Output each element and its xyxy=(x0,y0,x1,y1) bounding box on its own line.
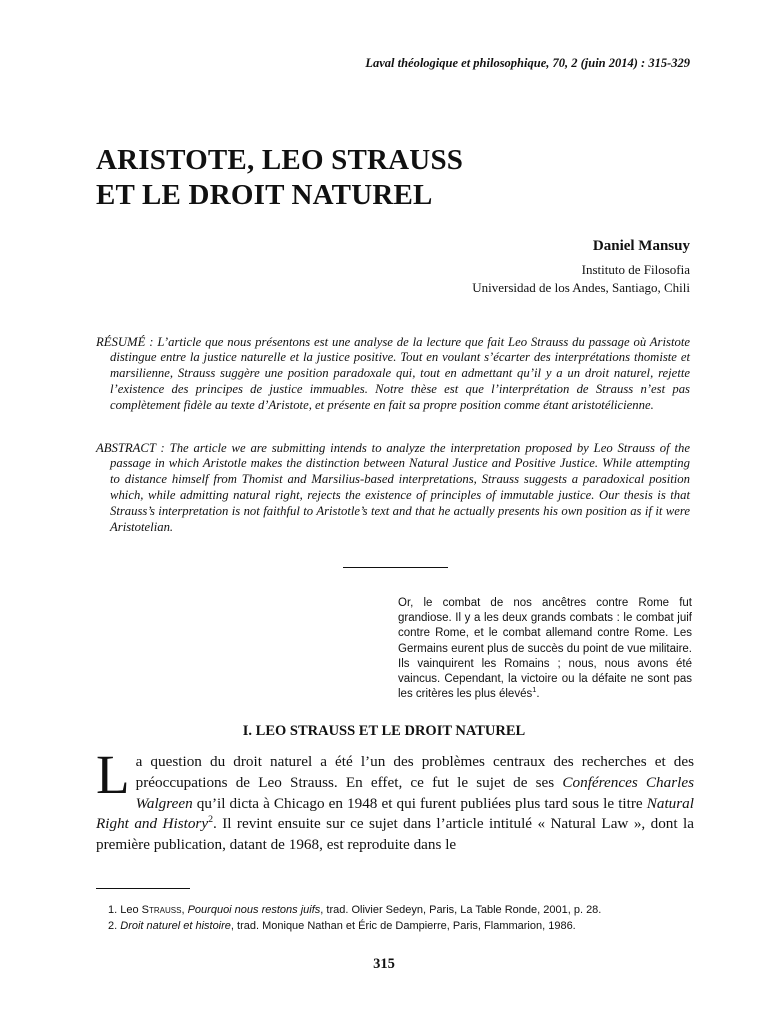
title-line-2: ET LE DROIT NATUREL xyxy=(96,179,433,211)
epigraph: Or, le combat de nos ancêtres contre Rome fut grandiose. Il y a les deux grands combats : le combat juif contre Rome, et le combat allemand contre Rome. Les Germains eurent plus de succès du point de vue militaire. Ils vainquirent les Romains ; nous, nous avons été vaincus. Cependant, la victoire ou la défaite ne sont pas les critères les plus élevés$^1$. xyxy=(398,597,692,701)
footnote-rule xyxy=(96,888,190,889)
footnote-1-rest: , trad. Olivier Sedeyn, Paris, La Table Ronde, 2001, p. 28. xyxy=(320,904,602,916)
drop-cap: L xyxy=(96,744,130,805)
footnote-ref-1[interactable]: 1 xyxy=(532,685,537,695)
body-text-1: a question du droit naturel a été l’un des problèmes centraux des recherches et des préoccupations de Leo Strauss. En effet, ce fut le sujet de ses xyxy=(135,753,694,791)
footnote-1-author-last: Strauss xyxy=(141,904,182,916)
footnote-1-author-first: Leo xyxy=(120,904,139,916)
footnote-ref-2[interactable]: 2 xyxy=(208,814,214,826)
separator-rule xyxy=(343,567,448,568)
abstract-label: ABSTRACT : xyxy=(96,440,165,455)
affiliation-line-1: Instituto de Filosofia xyxy=(581,262,690,277)
affiliation-line-2: Universidad de los Andes, Santiago, Chili xyxy=(472,280,690,295)
resume-label: RÉSUMÉ : xyxy=(96,334,154,349)
footnote-1-number: 1. xyxy=(108,904,118,916)
author-block xyxy=(472,238,690,297)
footnote-2 xyxy=(108,918,698,934)
journal-citation: Laval théologique et philosophique, 70, 2 (juin 2014) : 315-329 xyxy=(365,56,690,70)
body-italic-1: Conférences Charles Walgreen xyxy=(135,773,694,812)
footnote-2-title: Droit naturel et histoire xyxy=(120,920,231,932)
page-number: 315 xyxy=(373,956,395,972)
article-title xyxy=(96,143,463,213)
abstract-text: The article we are submitting intends to analyze the interpretation proposed by Leo Strauss of the passage in which Aristotle makes the distinction between Natural Justice and Positive Justice. While attempting to distance himself from Thomist and Marsilius-based interpretations, Strauss suggests a paradoxical position which, while admitting natural right, rejects the existence of principles of immutable justice. Our thesis is that Strauss’s interpretation is not faithful to Aristotle’s text and that he actually presents his own position as if it were Aristotelian. xyxy=(110,440,691,534)
abstract-paragraph xyxy=(96,441,690,536)
resume-text: L’article que nous présentons est une analyse de la lecture que fait Leo Strauss du passage où Aristote distingue entre la justice naturelle et la justice positive. Tout en voulant s’écarter des interprétations thomiste et marsilienne, Strauss suggère une position paradoxale qui, tout en admettant qu’il y a un droit naturel, rejette l’existence des principes de justice immuables. Notre thèse est que l’interprétation de Strauss n’est pas complètement fidèle au texte d’Aristote, et présente en fait sa propre position comme étant aristotélicienne. xyxy=(110,334,690,412)
body-italic-2: Natural Right and History xyxy=(96,794,694,833)
author-name: Daniel Mansuy xyxy=(592,238,690,254)
body-text-2: qu’il dicta à Chicago en 1948 et qui furent publiées plus tard sous le titre xyxy=(192,794,647,812)
title-line-1: ARISTOTE, LEO STRAUSS xyxy=(96,144,464,176)
epigraph-text: Or, le combat de nos ancêtres contre Rome fut grandiose. Il y a les deux grands combats : le combat juif contre Rome, et le combat allemand contre Rome. Les Germains eurent plus de succès du point de vue militaire. Ils vainquirent les Romains ; nous, nous avons été vaincus. Cependant, la victoire ou la défaite ne sont pas les critères les plus élevés xyxy=(398,597,692,701)
body-paragraph xyxy=(96,744,694,856)
footnote-2-number: 2. xyxy=(108,920,118,932)
body-text-3: . Il revint ensuite sur ce sujet dans l’article intitulé « Natural Law », dont la première publication, datant de 1968, est reproduite dans le xyxy=(96,815,694,854)
footnote-1: 1. Leo Strauss, Pourquoi nous restons juifs, trad. Olivier Sedeyn, Paris, La Table Ronde, 2001, p. 28. xyxy=(108,904,602,916)
resume-paragraph xyxy=(96,335,690,414)
footnote-1-title: Pourquoi nous restons juifs xyxy=(187,904,321,916)
footnote-2-rest: , trad. Monique Nathan et Éric de Dampierre, Paris, Flammarion, 1986. xyxy=(230,920,576,932)
footnotes xyxy=(108,902,698,934)
section-heading: I. LEO STRAUSS ET LE DROIT NATUREL xyxy=(242,723,526,739)
